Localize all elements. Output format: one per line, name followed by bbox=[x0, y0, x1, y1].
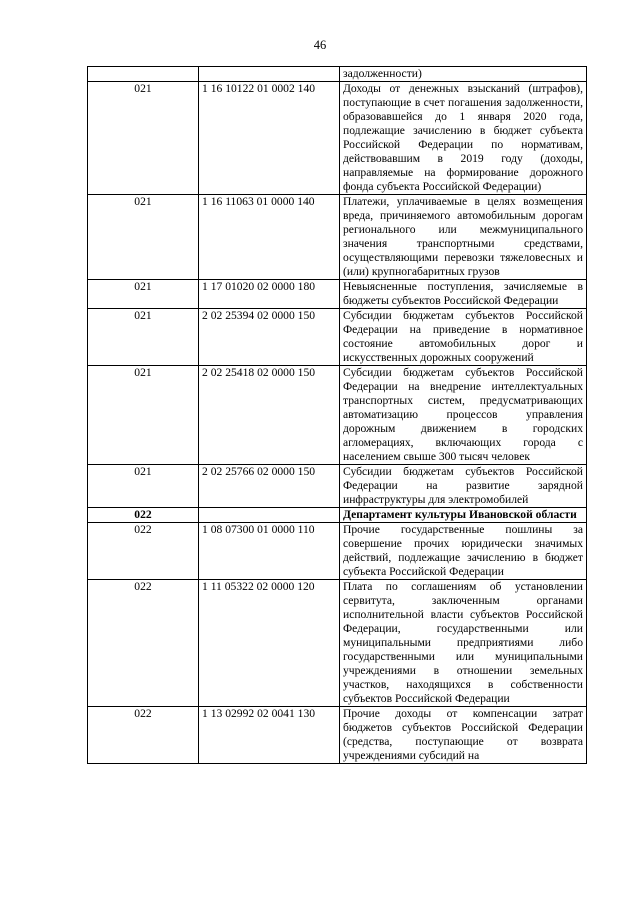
department-name-cell: Департамент культуры Ивановской области bbox=[340, 508, 587, 523]
budget-code-cell: 2 02 25394 02 0000 150 bbox=[199, 309, 340, 366]
table-row bbox=[88, 82, 587, 195]
table-row bbox=[88, 465, 587, 508]
revenue-name-cell: Субсидии бюджетам субъектов Российской Федерации на внедрение интеллектуальных транспортных систем, предусматривающих автоматизацию процессов управления дорожным движением в городских агломерациях, включающих города с населением свыше 300 тысяч человек bbox=[340, 366, 587, 465]
admin-code-cell: 021 bbox=[88, 280, 199, 309]
budget-code-cell: 1 16 10122 01 0002 140 bbox=[199, 82, 340, 195]
table-row bbox=[88, 366, 587, 465]
revenue-name-cell: Субсидии бюджетам субъектов Российской Федерации на приведение в нормативное состояние автомобильных дорог и искусственных дорожных сооружений bbox=[340, 309, 587, 366]
budget-code-cell: 2 02 25418 02 0000 150 bbox=[199, 366, 340, 465]
budget-code-cell: 1 11 05322 02 0000 120 bbox=[199, 580, 340, 707]
revenue-name-cell: Прочие доходы от компенсации затрат бюджетов субъектов Российской Федерации (средства, поступающие от возврата учреждениями субсидий на bbox=[340, 707, 587, 764]
budget-code-cell: 1 16 11063 01 0000 140 bbox=[199, 195, 340, 280]
admin-code-cell: 021 bbox=[88, 82, 199, 195]
budget-code-cell: 1 13 02992 02 0041 130 bbox=[199, 707, 340, 764]
admin-code-cell: 022 bbox=[88, 508, 199, 523]
table-row bbox=[88, 523, 587, 580]
revenue-codes-table bbox=[87, 66, 587, 764]
table-row bbox=[88, 309, 587, 366]
admin-code-cell: 022 bbox=[88, 523, 199, 580]
revenue-name-cell: Невыясненные поступления, зачисляемые в бюджеты субъектов Российской Федерации bbox=[340, 280, 587, 309]
admin-code-cell: 022 bbox=[88, 580, 199, 707]
table-row bbox=[88, 580, 587, 707]
budget-code-cell: 2 02 25766 02 0000 150 bbox=[199, 465, 340, 508]
table-row bbox=[88, 195, 587, 280]
budget-code-cell: 1 17 01020 02 0000 180 bbox=[199, 280, 340, 309]
admin-code-cell bbox=[88, 67, 199, 82]
admin-code-cell: 021 bbox=[88, 309, 199, 366]
table-row bbox=[88, 67, 587, 82]
table-row bbox=[88, 280, 587, 309]
revenue-name-cell: Субсидии бюджетам субъектов Российской Федерации на развитие зарядной инфраструктуры для электромобилей bbox=[340, 465, 587, 508]
budget-code-cell: 1 08 07300 01 0000 110 bbox=[199, 523, 340, 580]
admin-code-cell: 021 bbox=[88, 366, 199, 465]
admin-code-cell: 021 bbox=[88, 465, 199, 508]
revenue-name-cell: задолженности) bbox=[340, 67, 587, 82]
department-header-row bbox=[88, 508, 587, 523]
revenue-name-cell: Прочие государственные пошлины за совершение прочих юридически значимых действий, подлежащие зачислению в бюджет субъекта Российской Федерации bbox=[340, 523, 587, 580]
table-row bbox=[88, 707, 587, 764]
admin-code-cell: 021 bbox=[88, 195, 199, 280]
budget-code-cell bbox=[199, 67, 340, 82]
page-number: 46 bbox=[313, 38, 327, 52]
revenue-name-cell: Плата по соглашениям об установлении сервитута, заключенным органами исполнительной власти субъектов Российской Федерации, государственными или муниципальными предприятиями либо государственными или муниципальными учреждениями в отношении земельных участков, находящихся в собственности субъектов Российской Федерации bbox=[340, 580, 587, 707]
admin-code-cell: 022 bbox=[88, 707, 199, 764]
revenue-name-cell: Доходы от денежных взысканий (штрафов), поступающие в счет погашения задолженности, образовавшейся до 1 января 2020 года, подлежащие зачислению в бюджет субъекта Российской Федерации по нормативам, действовавшим в 2019 году (доходы, направляемые на формирование дорожного фонда субъекта Российской Федерации) bbox=[340, 82, 587, 195]
revenue-name-cell: Платежи, уплачиваемые в целях возмещения вреда, причиняемого автомобильным дорогам регионального или межмуниципального значения транспортными средствами, осуществляющими перевозки тяжеловесных и (или) крупногабаритных грузов bbox=[340, 195, 587, 280]
budget-code-cell bbox=[199, 508, 340, 523]
